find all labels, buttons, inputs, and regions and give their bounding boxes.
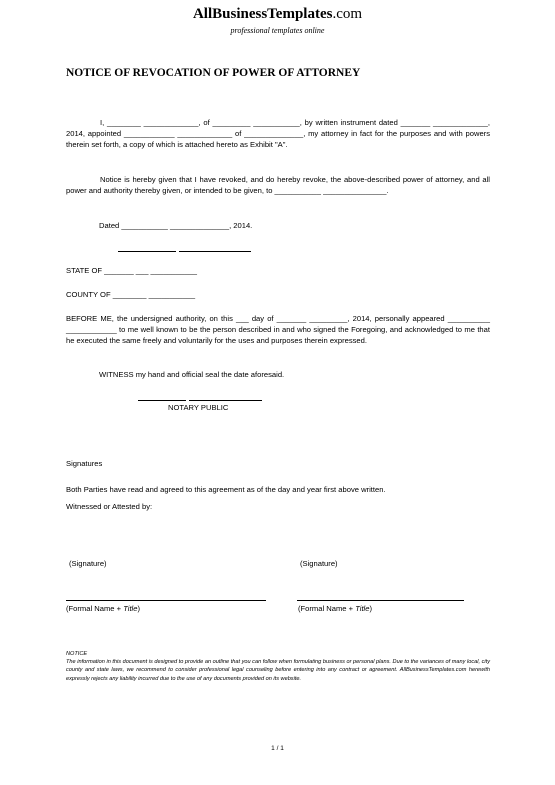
witnessed-label: Witnessed or Attested by: [66, 502, 153, 511]
document-title: NOTICE OF REVOCATION OF POWER OF ATTORNEY [66, 67, 361, 79]
signature-line-principal-last [179, 251, 251, 252]
signatures-heading: Signatures [66, 459, 103, 468]
paragraph-acknowledgment: BEFORE ME, the undersigned authority, on this ___ day of _______ _________, 2014, personally appeared __________ ____________ to me well known to be the person described in and who signed the Foregoing, and acknowledged to me that he executed the same freely and voluntarily for the uses and purposes therein expressed. [66, 314, 490, 345]
signature-line-left [66, 600, 266, 601]
agreement-statement: Both Parties have read and agreed to this agreement as of the day and year first above written. [66, 485, 386, 494]
paragraph-revocation: Notice is hereby given that I have revoked, and do hereby revoke, the above-described power of attorney, and all power and authority thereby given, or intended to be given, to ___________ _______________. [66, 175, 490, 195]
formal-name-right: (Formal Name + Title) [298, 604, 372, 613]
page-number: 1 / 1 [271, 745, 284, 752]
paragraph-appointment: I, ________ _____________, of _________ ___________, by written instrument dated _______ _____________, 2014, appointed ____________ _____________ of ______________, my attorney in fact for the purposes and with powers therein set forth, a copy of which is attached hereto as Exhibit "A". [66, 118, 490, 149]
signature-line-notary-last [189, 400, 262, 401]
witness-line: WITNESS my hand and official seal the date aforesaid. [99, 370, 285, 379]
brand-part-3: .com [332, 6, 363, 22]
signature-line-right [297, 600, 464, 601]
formal-name-left: (Formal Name + Title) [66, 604, 140, 613]
signature-label-left: (Signature) [69, 559, 107, 568]
site-brand [0, 6, 555, 23]
signature-line-principal-first [118, 251, 176, 252]
signature-line-notary-first [138, 400, 186, 401]
notary-public-label: NOTARY PUBLIC [168, 403, 229, 412]
dated-line: Dated ___________ ______________, 2014. [99, 221, 253, 230]
county-line: COUNTY OF ________ ___________ [66, 290, 196, 299]
signature-label-right: (Signature) [300, 559, 338, 568]
state-line: STATE OF _______ ___ ___________ [66, 266, 198, 275]
notice-text: The information in this document is designed to provide an outline that you can follow when formulating business or personal plans. Due to the variances of many local, city county and state laws, we recommend to consider professional legal counseling before entering into any contract or agreement. AllBusinessTemplates.com herewith expressly rejects any liability incurred due to the use of any documents provided on its website. [66, 659, 490, 682]
brand-part-2: Templates [267, 6, 333, 22]
notice-label: NOTICE [66, 651, 88, 657]
brand-part-1: AllBusiness [192, 6, 268, 22]
site-tagline: professional templates online [230, 26, 325, 35]
